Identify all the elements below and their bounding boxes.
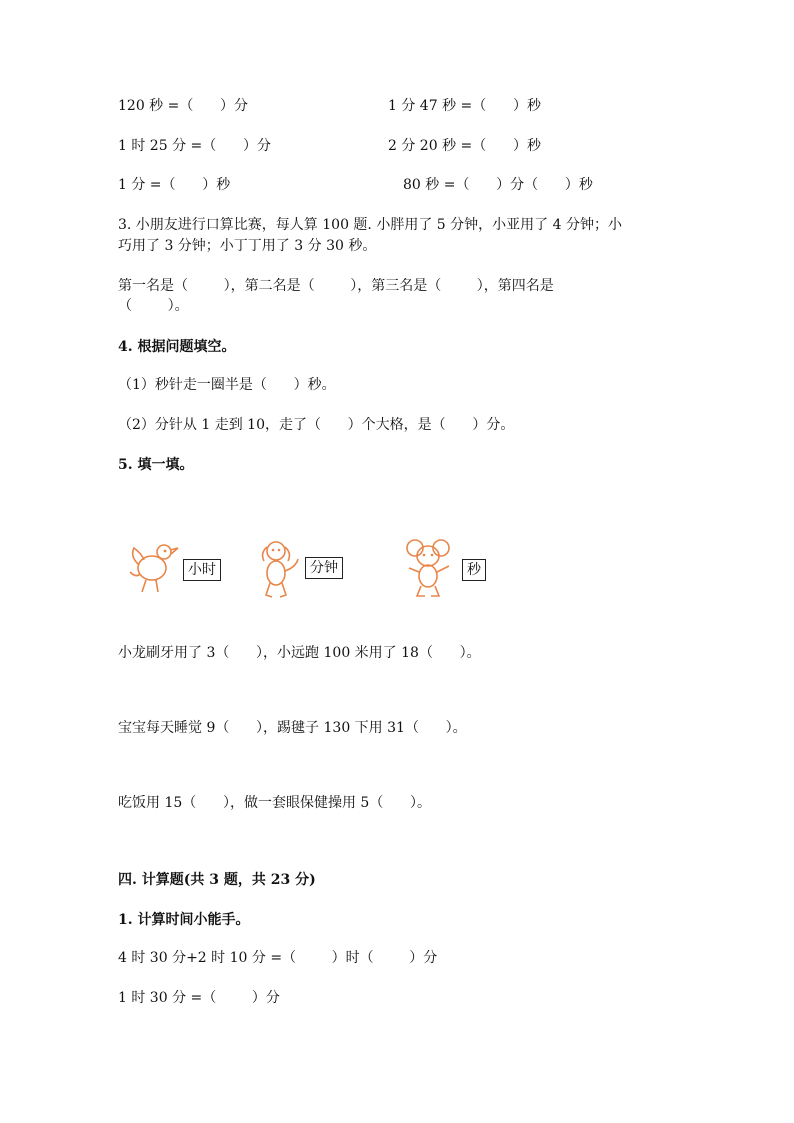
q4-title: 4. 根据问题填空。 <box>118 339 236 355</box>
q3-line-1: 3. 小朋友进行口算比赛，每人算 100 题. 小胖用了 5 分钟，小亚用了 4 分钟；小 <box>118 217 622 233</box>
unit-box-second: 秒 <box>462 559 486 581</box>
q3-line-4: （ ）。 <box>118 298 189 314</box>
q5-title: 5. 填一填。 <box>118 457 194 473</box>
section4-q1-title: 1. 计算时间小能手。 <box>118 912 250 928</box>
section4-q1-line-2: 1 时 30 分 =（ ）分 <box>118 990 280 1006</box>
unit-box-minute: 分钟 <box>305 557 343 579</box>
q5-line-3: 吃饭用 15（ ），做一套眼保健操用 5（ ）。 <box>118 795 432 811</box>
bird-illustration <box>126 538 182 598</box>
q4-item-1: （1）秒针走一圈半是（ ）秒。 <box>118 377 336 393</box>
dog-illustration <box>252 537 302 601</box>
section4-heading: 四. 计算题(共 3 题，共 23 分) <box>118 872 316 888</box>
unit-box-hour: 小时 <box>183 559 221 581</box>
conversion-1m47s: 1 分 47 秒 =（ ）秒 <box>388 98 541 114</box>
q3-line-3: 第一名是（ ），第二名是（ ），第三名是（ ），第四名是 <box>118 278 554 294</box>
section4-q1-line-1: 4 时 30 分+2 时 10 分 =（ ）时（ ）分 <box>118 950 438 966</box>
conversion-1h25m: 1 时 25 分 =（ ）分 <box>118 138 271 154</box>
q4-item-2: （2）分针从 1 走到 10，走了（ ）个大格，是（ ）分。 <box>118 417 515 433</box>
conversion-1m: 1 分 =（ ）秒 <box>118 177 231 193</box>
conversion-120s: 120 秒 =（ ）分 <box>118 98 249 114</box>
conversion-80s: 80 秒 =（ ）分（ ）秒 <box>403 177 593 193</box>
q5-line-2: 宝宝每天睡觉 9（ ），踢毽子 130 下用 31（ ）。 <box>118 720 467 736</box>
mouse-illustration <box>403 536 455 600</box>
q3-line-2: 巧用了 3 分钟；小丁丁用了 3 分 30 秒。 <box>118 238 377 254</box>
q5-line-1: 小龙刷牙用了 3（ ），小远跑 100 米用了 18（ ）。 <box>118 645 481 661</box>
conversion-2m20s: 2 分 20 秒 =（ ）秒 <box>388 138 541 154</box>
